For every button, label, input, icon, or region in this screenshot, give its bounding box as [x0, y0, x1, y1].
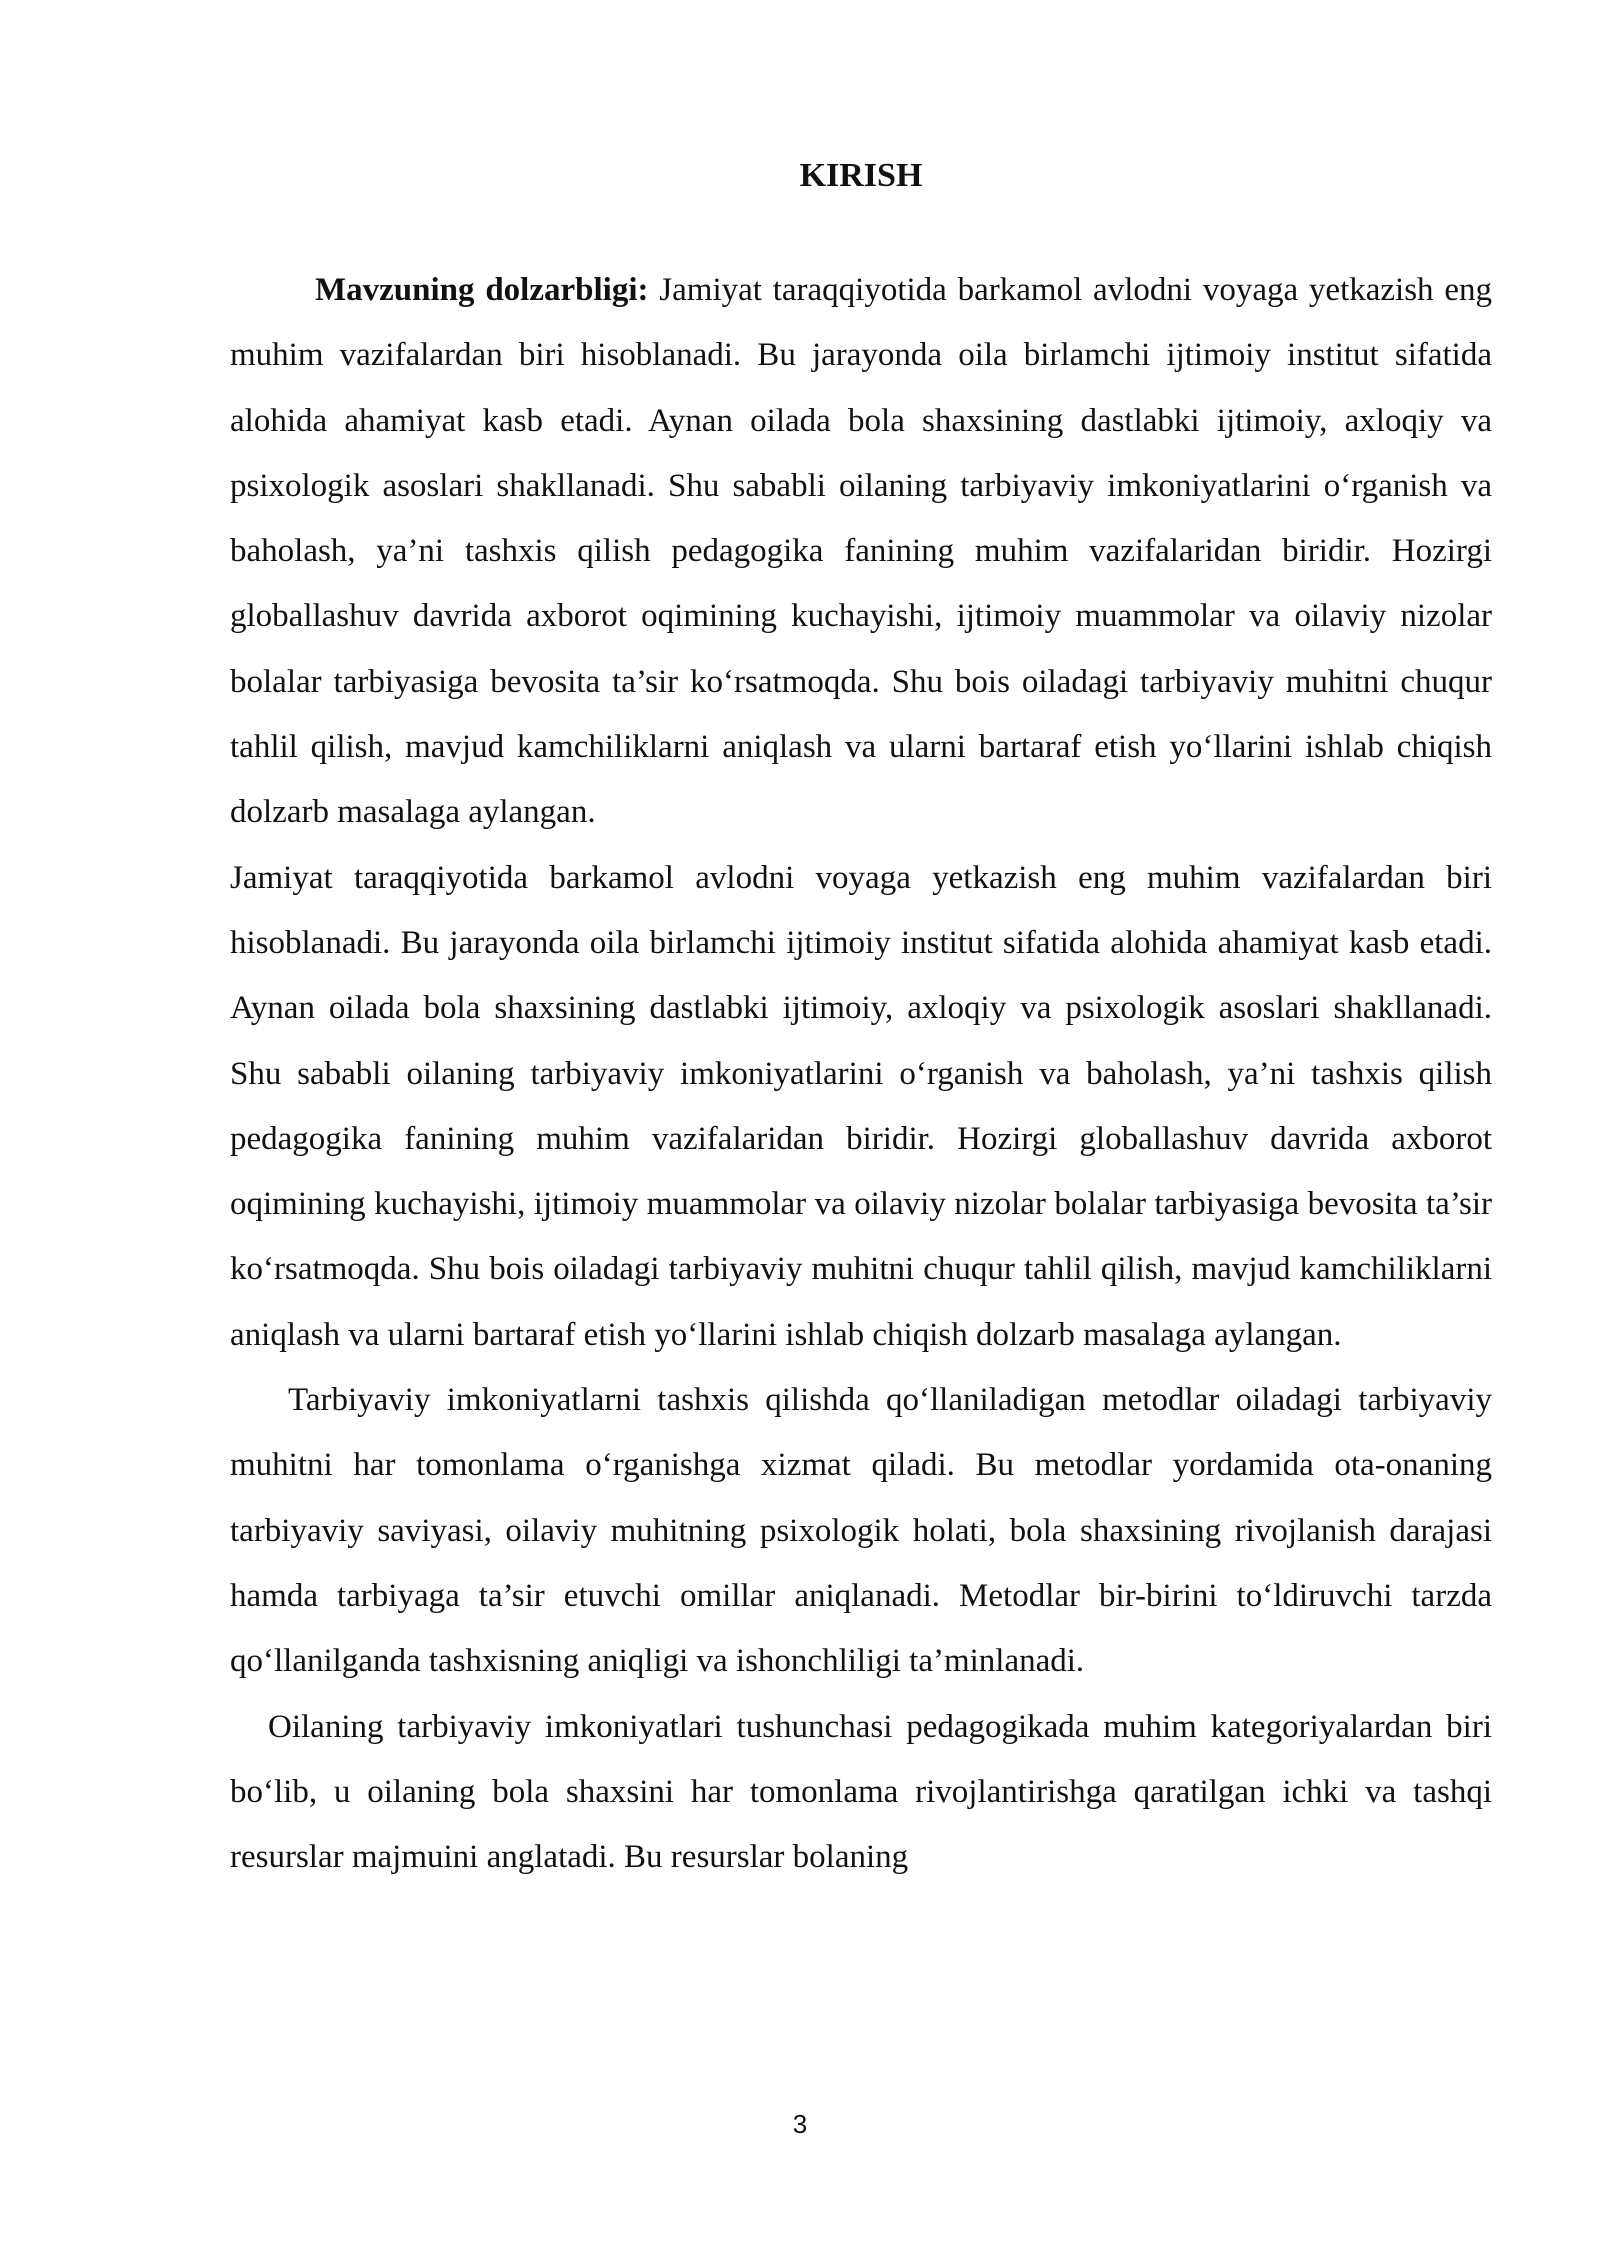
paragraph-lead-label: Mavzuning dolzarbligi: [315, 272, 649, 308]
section-title: KIRISH [799, 157, 923, 194]
paragraph-diagnostic-methods: Tarbiyaviy imkoniyatlarni tashxis qilishda qo‘llaniladigan metodlar oiladagi tarbiyaviy muhitni har tomonlama o‘rganishga xizmat qiladi. Bu metodlar yordamida ota-onaning tarbiyaviy saviyasi, oilaviy muhitning psixologik holati, bola shaxsining rivojlanish darajasi hamda tarbiyaga ta’sir etuvchi omillar aniqlanadi. Metodlar bir-birini to‘ldiruvchi tarzda qo‘llanilganda tashxisning aniqligi va ishonchliligi ta’minlanadi. [230, 1382, 1492, 1680]
body-text [230, 258, 1492, 1890]
page-number: 3 [792, 2109, 808, 2139]
paragraph-relevance [230, 258, 1492, 846]
paragraph-repeat: Jamiyat taraqqiyotida barkamol avlodni voyaga yetkazish eng muhim vazifalardan biri hisoblanadi. Bu jarayonda oila birlamchi ijtimoiy institut sifatida alohida ahamiyat kasb etadi. Aynan oilada bola shaxsining dastlabki ijtimoiy, axloqiy va psixologik asoslari shakllanadi. Shu sababli oilaning tarbiyaviy imkoniyatlarini o‘rganish va baholash, ya’ni tashxis qilish pedagogika fanining muhim vazifalaridan biridir. Hozirgi globallashuv davrida axborot oqimining kuchayishi, ijtimoiy muammolar va oilaviy nizolar bolalar tarbiyasiga bevosita ta’sir ko‘rsatmoqda. Shu bois oiladagi tarbiyaviy muhitni chuqur tahlil qilish, mavjud kamchiliklarni aniqlash va ularni bartaraf etish yo‘llarini ishlab chiqish dolzarb masalaga aylangan. [230, 859, 1492, 1353]
paragraph-text: Jamiyat taraqqiyotida barkamol avlodni voyaga yetkazish eng muhim vazifalardan biri hisoblanadi. Bu jarayonda oila birlamchi ijtimoiy institut sifatida alohida ahamiyat kasb etadi. Aynan oilada bola shaxsining dastlabki ijtimoiy, axloqiy va psixologik asoslari shakllanadi. Shu sababli oilaning tarbiyaviy imkoniyatlarini o‘rganish va baholash, ya’ni tashxis qilish pedagogika fanining muhim vazifalaridan biridir. Hozirgi globallashuv davrida axborot oqimining kuchayishi, ijtimoiy muammolar va oilaviy nizolar bolalar tarbiyasiga bevosita ta’sir ko‘rsatmoqda. Shu bois oiladagi tarbiyaviy muhitni chuqur tahlil qilish, mavjud kamchiliklarni aniqlash va ularni bartaraf etish yo‘llarini ishlab chiqish dolzarb masalaga aylangan. [230, 272, 1492, 831]
paragraph-family-potential: Oilaning tarbiyaviy imkoniyatlari tushunchasi pedagogikada muhim kategoriyalardan biri bo‘lib, u oilaning bola shaxsini har tomonlama rivojlantirishga qaratilgan ichki va tashqi resurslar majmuini anglatadi. Bu resurslar bolaning [230, 1708, 1492, 1876]
